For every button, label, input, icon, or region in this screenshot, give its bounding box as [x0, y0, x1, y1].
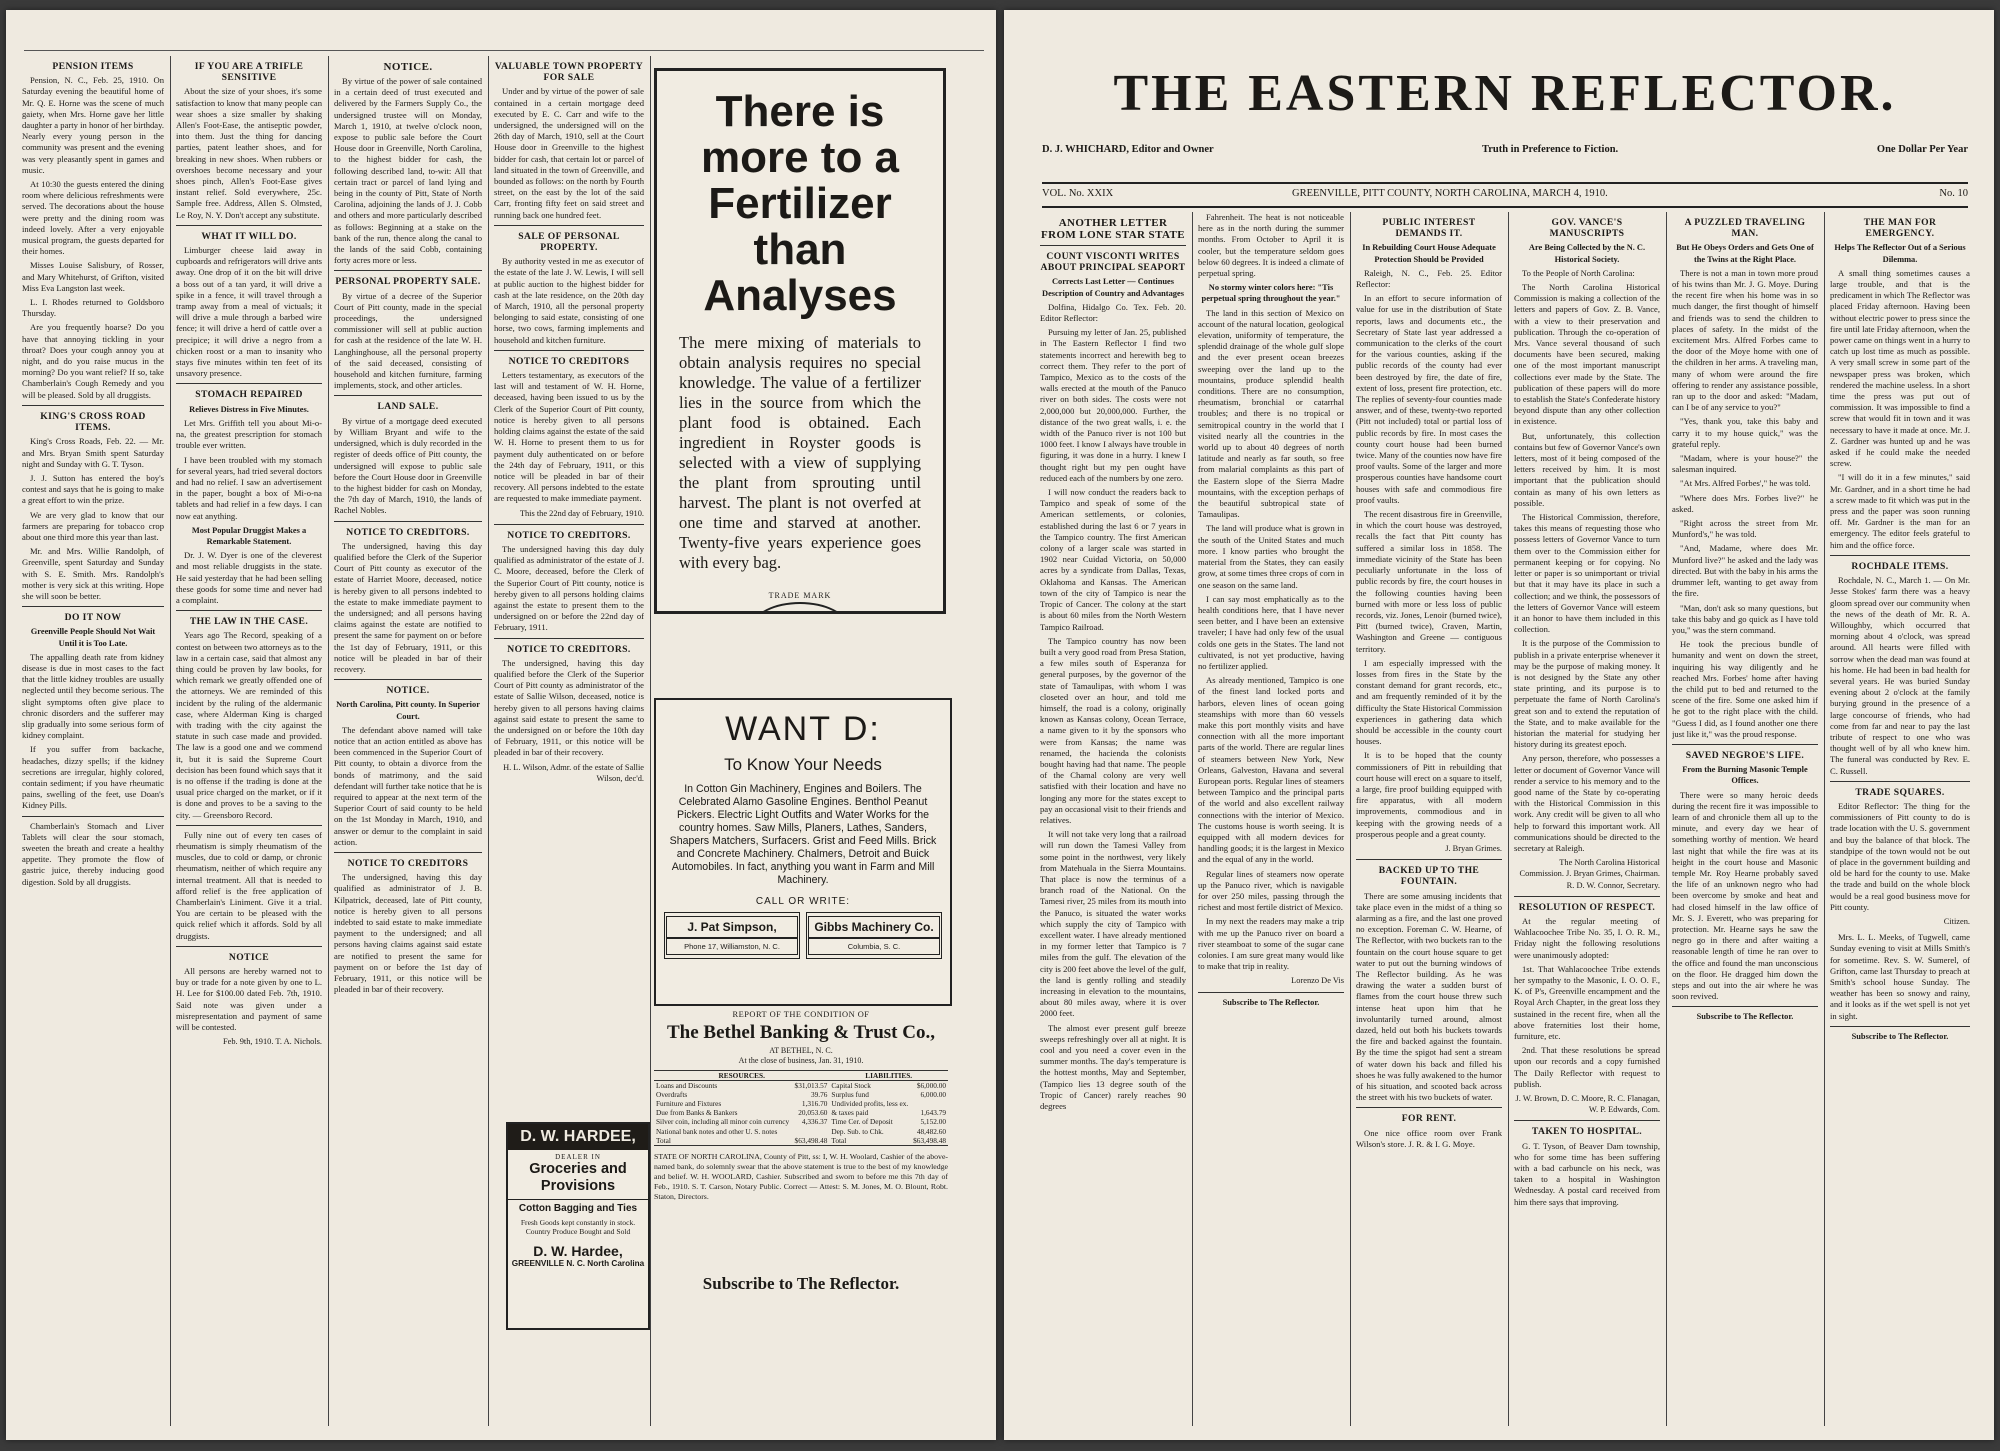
- article-text: The Tampico country has now been built a very good road from Presa Station, a few miles south of Esperanza for general purposes, by the governor of the state of Tamaulipas, with whom I was closeted over an hour, and told me himself, the road is a colony, originally known as Kansas colony, Ocean Terrace, a name given to it by the sponsors who were from Kansas; the name was renamed, the hacienda the colonists bought having had that name. The people of the Chamal colony are very well satisfied with their location and have no longing any more for the states except to pay an occasional visit to their friends and relatives.: [1040, 635, 1186, 825]
- article-text: One nice office room over Frank Wilson's store. J. R. & I. G. Moye.: [1356, 1127, 1502, 1149]
- column-vance-manuscripts: [1514, 212, 1660, 1426]
- column-rule: [1040, 245, 1186, 246]
- bank-amount: 4,336.37: [801, 1117, 828, 1127]
- article-text: "Right across the street from Mr. Munford's," he was told.: [1672, 518, 1818, 540]
- heading-rochdale-items: ROCHDALE ITEMS.: [1851, 560, 1949, 572]
- signature: Feb. 9th, 1910. T. A. Nichols.: [222, 1037, 322, 1047]
- article-text: Years ago The Record, speaking of a contest on between two attorneys as to the law in a certain case, said that almost any thing could be proven by law books, for which remark we greatly offended one of the attorneys. We are reminded of this incident by the ruling of the aldermanic case, where Alderman King is charged with trading with the city against the statute in such case made and provided. The law is a good one and we commend it, but it is said the Supreme Court decision has been found which says that it is no offense if the trading is done at the usual price charged on the market, or if it is done and proves to be a saving to the city. — Greensboro Record.: [176, 630, 322, 820]
- subheading: Relieves Distress in Five Minutes.: [189, 404, 309, 414]
- subheading: In Rebuilding Court House Adequate Protection Should be Provided: [1362, 243, 1496, 264]
- article-text: There were so many heroic deeds during the recent fire it was impossible to learn of and chronicle them all up to the minute, and every day we hear of something worthy of mention. We heard last night that while the fire was at its height in the court house and Masonic temple Mr. Roy Hearne probably saved the life of an unknown negro who had been overcome by smoke and heat and had closed himself in the law office of Mr. S. J. Everett, who was preparing for protection. Mr. Hearne says he saw the negro go in there and after waiting a reasonable length of time he ran over to the office and found the man unconscious on the floor. He dragged him down the steps and out into the air where he was soon revived.: [1672, 789, 1818, 1002]
- heading-for-rent: FOR RENT.: [1401, 1113, 1457, 1125]
- article-text: Limburger cheese laid away in cupboards and refrigerators will drive ants away. One drop of it on the bit will drive a boss out of a tan yard, it will drive a spike in a fence, it will travel through a tramp away from a meal of victuals; it will drive a mule through a barbed wire fence; it will drive a herd of cattle over a precipice; it will drive a negro from a chicken roost or a man to insanity who stays five minutes within ten feet of its unsavory presence.: [176, 245, 322, 379]
- bank-item: Time Cer. of Deposit: [831, 1117, 893, 1127]
- bank-item: Loans and Discounts: [656, 1081, 718, 1091]
- subheading: Most Popular Druggist Makes a Remarkable Statement.: [191, 525, 307, 546]
- column-divider: [170, 56, 171, 1426]
- article-text: Under and by virtue of the power of sale contained in a certain mortgage deed executed by E. C. Carr and wife to the undersigned, the undersigned will on the 26th day of March, 1910, sell at the Court House door in Greenville to the highest bidder for cash, that certain lot or parcel of land situated in the town of Greenville, and bounded as follows: on the north by Fourth street, on the east by the lot of the said Carr, fronting fifty feet on said street and running back one hundred feet.: [494, 86, 644, 220]
- issue-number: No. 10: [1939, 188, 1968, 199]
- column-divider: [1666, 212, 1667, 1426]
- article-text: By virtue of a decree of the Superior Court of Pitt county, made in the special proceedings, the undersigned commissioner will sell at public auction for cash at the residence of the late W. H. Langhinghouse, all the personal property of the said deceased, consisting of household and kitchen furniture, farming implements, stock, and other articles.: [334, 290, 482, 391]
- article-text: Pursuing my letter of Jan. 25, published in The Eastern Reflector I find two statements incorrect and herewith beg to correct them. They refer to the port of Tampico, Mexico as to the costs of the walls erected at the mouth of the Panuco river on both sides. The costs were not 2,000,000 but 20,000,000. Further, the distance of the two great walls, i. e. the width of the Panuco river is not 100 but 1000 feet. I know I always have trouble in figuring, it was done in a hurry. I knew I thought right but my pen ought have reduced each of the numbers by one zero.: [1040, 327, 1186, 483]
- subheading: Are Being Collected by the N. C. Historical Society.: [1528, 243, 1646, 264]
- heading-what-it-will-do: WHAT IT WILL DO.: [201, 230, 297, 242]
- bank-row: [654, 1081, 948, 1091]
- heading-notice: NOTICE.: [383, 61, 433, 73]
- article-text: To the People of North Carolina:: [1522, 267, 1635, 278]
- heading-sensitive: IF YOU ARE A TRIFLE SENSITIVE: [194, 61, 304, 84]
- column-rule: [1830, 1026, 1970, 1027]
- column-divider: [1350, 212, 1351, 1426]
- bank-report-label: REPORT OF THE CONDITION OF: [732, 1010, 870, 1019]
- hardee-goods: Groceries and Provisions: [529, 1161, 627, 1194]
- contact-boxes: [664, 912, 942, 959]
- bank-rows: [654, 1081, 948, 1146]
- contact-simpson: [664, 912, 800, 959]
- heading-kings-cross: KING'S CROSS ROAD ITEMS.: [40, 410, 146, 434]
- article-text: Are you frequently hoarse? Do you have that annoying tickling in your throat? Does your cough annoy you at night, and do you raise mucus in the morning? Do you want relief? If so, take Chamberlain's Cough Remedy and you will be pleased. Sold by all druggists.: [22, 322, 164, 400]
- heading-pension-items: PENSION ITEMS: [52, 61, 134, 72]
- bank-report: [654, 1010, 948, 1266]
- resources-header: RESOURCES.: [654, 1071, 829, 1081]
- heading-traveling-man: A PUZZLED TRAVELING MAN.: [1684, 217, 1806, 240]
- column-man-for-emergency: [1830, 212, 1970, 1426]
- column-lone-star: [1040, 212, 1186, 1426]
- article-text: The North Carolina Historical Commission is making a collection of the letters and papers of Gov. Z. B. Vance, with a view to their preservation and publication. Through the co-operation of Mrs. Vance several thousand of such documents have been secured, making one of the most important manuscript collections ever made by the State. The publication of these papers will do more to establish the State's Confederate history beyond dispute than any other collection in existence.: [1514, 282, 1660, 427]
- column-rule: [1672, 744, 1818, 745]
- heading-personal-property-sale: PERSONAL PROPERTY SALE.: [335, 276, 481, 288]
- heading-stomach-repaired: STOMACH REPAIRED: [195, 389, 303, 401]
- article-text: L. I. Rhodes returned to Goldsboro Thursday.: [22, 297, 164, 319]
- heading-notice-to-creditors: NOTICE TO CREDITORS: [347, 858, 469, 869]
- page-header-rule: [24, 26, 984, 51]
- subheading: Greenville People Should Not Wait Until it is Too Late.: [30, 627, 156, 648]
- column-legal-notices: [334, 56, 482, 1426]
- article-text: The land will produce what is grown in the south of the United States and much more. I know parties who brought the material from the States, they can easily grow, at some times three crops of corn in one season on the same land.: [1198, 523, 1344, 590]
- column-rule: [334, 270, 482, 271]
- editor-line: D. J. WHICHARD, Editor and Owner: [1042, 144, 1214, 155]
- motto: Truth in Preference to Fiction.: [1482, 144, 1619, 155]
- bank-item: Dep. Sub. to Chk.: [831, 1126, 884, 1136]
- article-text: By virtue of a mortgage deed executed by William Bryant and wife to the undersigned, which is duly recorded in the register of deeds office of Pitt county, the undersigned will expose to public sale before the Court House door in Greenville to the highest bidder for cash on Monday, the 7th day of March, 1910, the lands of Rachel Nobles.: [334, 415, 482, 516]
- article-text: By virtue of the power of sale contained in a certain deed of trust executed and delivered by the Farmers Supply Co., the undersigned trustee will on Monday, March 1, 1910, at twelve o'clock noon, expose to public sale before the Court House door in Greenville, North Carolina, to the highest bidder for cash, the following described land, to-wit: All that certain tract or parcel of land lying and being in the county of Pitt, State of North Carolina, adjoining the lands of J. J. Cobb and others and more particularly described as follows: Beginning at a stake on the bank of the run, thence along the canal to the lands of the said Cobb, containing forty acres more or less.: [334, 76, 482, 266]
- subheading: From the Burning Masonic Temple Offices.: [1682, 765, 1808, 786]
- bank-amount: 5,152.00: [920, 1117, 946, 1127]
- fertilizer-headline: There is more to a Fertilizer than Analyses: [700, 87, 900, 320]
- page-left: [6, 10, 996, 1440]
- bank-attestation: STATE OF NORTH CAROLINA, County of Pitt, ss: I, W. H. Woolard, Cashier of the above-named bank, do solemnly swear that the above statement is true to the best of my knowledge and belief. W. H. WOOLARD, Cashier. Subscribed and sworn to before me this 7th day of Feb., 1910. S. T. Carson, Notary Public. Correct — Attest: S. M. Jones, M. O. Blount, Robt. Staton, Directors.: [654, 1151, 948, 1201]
- fsr-logo: [752, 602, 848, 614]
- article-text: Rochdale, N. C., March 1. — On Mr. Jesse Stokes' farm there was a heavy gloom spread over our community when the news of the death of Mr. R. A. Willoughby, which occurred that morning about 4 o'clock, was spread around. All hearts were filled with sorrow when the dead man was found at his home. He had been in bad health for several years. He was buried Sunday evening about 2 o'clock at the family burying ground in the presence of a large concourse of friends, who had come from far and near to pay the last tribute of respect to one who was thought well of by all who knew him. The funeral was conducted by Rev. E. C. Russell.: [1830, 575, 1970, 776]
- column-rule: [1672, 1006, 1818, 1007]
- bank-amount: [792, 1127, 829, 1136]
- bank-amount: 6,000.00: [920, 1090, 946, 1100]
- article-text: Mrs. L. L. Meeks, of Tugwell, came Sunday evening to visit at Mills Smith's for sometime. Rev. S. W. Sumerel, of Grifton, came last Thursday to preach at Smith's school house Sunday. The weather has been so snowy and rainy, and it looks as if the wet spell is not yet in sight.: [1830, 932, 1970, 1021]
- bank-item: Capital Stock: [831, 1081, 871, 1091]
- contact-address: Columbia, S. C.: [808, 938, 940, 955]
- fertilizer-body: The mere mixing of materials to obtain analysis requires no special knowledge. The value of a fertilizer lies in the source from which the plant food is obtained. Each ingredient in Royster goods is selected with a view of supplying the plant from sprouting until harvest. The plant is not overfed at one time and starved at another. Twenty-five years experience goes with every bag.: [679, 333, 921, 572]
- subscribe-notice: Subscribe to The Reflector.: [1696, 1012, 1794, 1022]
- article-text: The Historical Commission, therefore, takes this means of requesting those who possess letters of Governor Vance to turn them over to the Commission either for permanent keeping or for copying. No letter or paper is so unimportant or trivial but that it may have its place in such a collection; and we think, the possessors of the letters of Governor Vance will esteem it an honor to have them included in this collection.: [1514, 512, 1660, 635]
- hardee-cotton: Cotton Bagging and Ties: [508, 1199, 648, 1214]
- article-text: A small thing sometimes causes a large trouble, and that is the predicament in which The Reflector was placed Friday afternoon. Having been without electric power to press since the fire until late Friday afternoon, when the power came on things went in a hurry to catch up lost time as much as possible. A very small screw in some part of the newspaper press was broken, which rendered the machine useless. In a short time the press was put out of commission. It was impossible to find a screw that would fit in town and it was necessary to have it made at once. Mr. J. Z. Gardner was hunted up and he was asked if he could make the needed screw.: [1830, 267, 1970, 469]
- liabilities-header: LIABILITIES.: [829, 1071, 948, 1081]
- signature: This the 22nd day of February, 1910.: [519, 508, 644, 518]
- column-divider: [1508, 212, 1509, 1426]
- subscribe-notice: Subscribe to The Reflector.: [1222, 997, 1320, 1007]
- bank-amount: $6,000.00: [916, 1081, 946, 1091]
- bank-item: Total: [656, 1135, 671, 1145]
- bank-amount: 20,053.60: [798, 1108, 828, 1118]
- article-text: "Madam, where is your house?" the salesman inquired.: [1672, 453, 1818, 475]
- column-public-interest: [1356, 212, 1502, 1426]
- article-text: I can say most emphatically as to the health conditions here, that I have never seen better, and I have been an extensive traveler; I have had only few of the usual colds one gets in the States. The land not cultivated, is not yet productive, having no fertilizer applied.: [1198, 593, 1344, 671]
- article-text: Fahrenheit. The heat is not noticeable here as in the north during the summer months. From October to April it is cooler, but the temperature seldom goes below 60 degrees. It is indeed a climate of perpetual spring.: [1198, 212, 1344, 279]
- article-text: All persons are hereby warned not to buy or trade for a note given by one to L. H. Lee for $100.00 dated Feb. 7th, 1910. Said note was given under a misrepresentation and payment of same will be contested.: [176, 966, 322, 1033]
- article-text: King's Cross Roads, Feb. 22. — Mr. and Mrs. Bryan Smith spent Saturday night and Sunday with G. T. Tyson.: [22, 436, 164, 469]
- dateline: GREENVILLE, PITT COUNTY, NORTH CAROLINA, MARCH 4, 1910.: [1292, 188, 1608, 199]
- article-text: The land in this section of Mexico on account of the natural location, geological elevation, uniformity of temperature, the splendid drainage of the whole gulf slope and the ever present ocean breezes sweeping over the land up to the mountains, produce splendid health conditions. There are no consumption, rheumatism, bronchial or catarrhal troubles; and there is no tropical or semitropical country in the world that I visited nearly all the countries in the world up to about 40 degrees of north latitude and nearly as far south, so free from malarial complaints as this part of the Eastern slope of the Sierra Madre mountains, with the exception perhaps of the beautiful subtropical state of Tamaulipas.: [1198, 307, 1344, 520]
- column-rule: [494, 350, 644, 351]
- signature: J. Bryan Grimes.: [1445, 843, 1502, 853]
- article-text: I am especially impressed with the losses from fires in the State by the constant demand for grant records, etc., and am frequently reminded of it by the difficulty the State Historical Commission experiences in gathering data which should be accessible in the county court houses.: [1356, 657, 1502, 747]
- subheading: But He Obeys Orders and Gets One of the Twins at the Right Place.: [1676, 243, 1814, 264]
- article-text: "At Mrs. Alfred Forbes'," he was told.: [1680, 478, 1811, 489]
- bank-amount: [911, 1099, 948, 1108]
- bank-item: Overdrafts: [656, 1090, 688, 1100]
- signature: J. W. Brown, D. C. Moore, R. C. Flanagan, W. P. Edwards, Com.: [1515, 1094, 1660, 1115]
- article-text: In an effort to secure information of value for use in the distribution of State reports, laws and documents etc., the Secretary of State last year addressed a communication to the clerks of the court for the various counties, asking if the public records of the county had ever been destroyed by fire, the date of fire, extent of loss, present fire protection, etc. The replies of seventy-four counties made answer, and of these, twenty-two reported (Pitt not included) total or partial loss of public records by fire. In most cases the county court house had been burned twice. Many of the counties now have fire proof vaults. Some of the larger and more prosperous counties have handsome court houses with safe and commodious fire proof vaults.: [1356, 293, 1502, 505]
- column-rule: [1356, 1107, 1502, 1108]
- article-text: Editor Reflector: The thing for the commissioners of Pitt county to do is trade location with the U. S. government and buy the balance of that block. The standpipe of the town would not be out of place in the government building and old be hard for the county to use. Make the trade and build on the whole block would be a real good business move for Pitt county.: [1830, 800, 1970, 912]
- bank-amount: 39.76: [810, 1090, 828, 1100]
- article-text: Dr. J. W. Dyer is one of the cleverest and most reliable druggists in the state. He said yesterday that he had been selling these goods for some time and never had a complaint.: [176, 550, 322, 605]
- bank-item: Silver coin, including all minor coin currency: [656, 1117, 790, 1127]
- heading-sale-personal-property: SALE OF PERSONAL PROPERTY.: [518, 230, 620, 254]
- article-text: "Where does Mrs. Forbes live?" he asked.: [1672, 492, 1818, 514]
- column-rule: [334, 395, 482, 396]
- trademark-logo: [740, 591, 860, 614]
- heading-land-sale: LAND SALE.: [377, 401, 439, 413]
- article-text: "I will do it in a few minutes," said Mr. Gardner, and in a short time he had a screw made to fit which was put in the press and the paper was soon running off. Mr. Gardner is the man for an emergency. The editor feels grateful to him and the office force.: [1830, 472, 1970, 550]
- subheading: No stormy winter colors here: "Tis perpetual spring throughout the year.": [1201, 283, 1341, 304]
- bank-statement-table: [654, 1070, 948, 1146]
- bank-row: [654, 1108, 948, 1117]
- article-text: But, unfortunately, this collection contains but few of Governor Vance's own letters, most of it being composed of the letters received by him. It is most important that the publication should contain as many of his own letters as possible.: [1514, 430, 1660, 508]
- article-text: There are some amusing incidents that take place even in the midst of a thing so alarming as a fire, and the last one proved no exception. Foreman C. W. Hearne, of The Reflector, with two buckets ran to the fountain on the court house square to get water to put out the burning windows of The Reflector building. As he was drawing the water a sudden burst of flames from the court house threw such intense heat upon him that he involuntarily turned around, almost dazed, held out both his buckets towards the fire and backed against the fountain. By the time the spigot had sent a stream of water down his back and filled his shoes he was fully awakened to the humor of his situation, and scooted back across the street with his two buckets of water.: [1356, 890, 1502, 1103]
- newspaper-title: THE EASTERN REFLECTOR.: [1113, 65, 1897, 122]
- article-text: I have been troubled with my stomach for several years, had tried several doctors and had no relief. I saw an advertisement in the paper, bought a box of Mi-o-na tablets and had relief in a few days. I can now eat anything.: [176, 454, 322, 521]
- hardee-city: GREENVILLE N. C. North Carolina: [511, 1258, 645, 1268]
- heading-trade-squares: TRADE SQUARES.: [1855, 786, 1945, 798]
- subscribe-notice: Subscribe to The Reflector.: [702, 1274, 900, 1293]
- bank-amount: 1,643.79: [920, 1108, 946, 1118]
- article-text: Fully nine out of every ten cases of rheumatism is simply rheumatism of the muscles, due to cold or damp, or chronic rheumatism, neither of which require any internal treatment. All that is needed to afford relief is the free application of Chamberlain's Liniment. Give it a trial. You are certain to be pleased with the quick relief which it affords. Sold by all druggists.: [176, 829, 322, 941]
- hardee-name-repeat: D. W. Hardee,: [533, 1242, 623, 1259]
- heading-do-it-now: DO IT NOW: [64, 612, 122, 624]
- article-text: 1st. That Wahlacoochee Tribe extends her sympathy to the Masonic, I. O. O. F., K. of P's, Greenville encampment and the Royal Arch Chapter, in the great loss they sustained in the recent fire, when all the above fraternities lost their home, furniture, etc.: [1514, 963, 1660, 1042]
- article-text: "Man, don't ask so many questions, but take this baby and go quick as I have told you," was the stern command.: [1672, 602, 1818, 635]
- heading-notice: NOTICE: [228, 951, 270, 963]
- heading-count-visconti: COUNT VISCONTI WRITES ABOUT PRINCIPAL SEAPORT: [1040, 251, 1186, 274]
- column-rule: [176, 946, 322, 947]
- signature: Citizen.: [1943, 916, 1970, 926]
- bank-name: The Bethel Banking & Trust Co.,: [667, 1022, 935, 1043]
- hardee-fresh: Fresh Goods kept constantly in stock. Country Produce Bought and Sold: [520, 1218, 636, 1237]
- subscribe-notice: Subscribe to The Reflector.: [1851, 1031, 1949, 1041]
- trademark-label: TRADE MARK: [768, 591, 832, 600]
- column-rule: [22, 816, 164, 817]
- bank-row: [654, 1090, 948, 1099]
- bank-item: & taxes paid: [831, 1108, 869, 1118]
- article-text: 2nd. That these resolutions be spread upon our records and a copy furnished The Daily Reflector with request to publish.: [1514, 1045, 1660, 1089]
- article-text: At the regular meeting of Wahlacoochee Tribe No. 35, I. O. R. M., Friday night the following resolutions were unanimously adopted:: [1514, 915, 1660, 960]
- article-text: We are very glad to know that our farmers are preparing for tobacco crop about one third more this year than last.: [22, 509, 164, 542]
- article-text: Dolfina, Hidalgo Co. Tex. Feb. 20. Editor Reflector:: [1040, 301, 1186, 324]
- column-divider: [1192, 212, 1193, 1426]
- column-rule: [334, 852, 482, 853]
- bank-row: [654, 1136, 948, 1146]
- article-text: "And, Madame, where does Mr. Munford live?" he asked and the lady was directed. But with the baby in his arms the drummer left, wanting to get away from the fire.: [1672, 543, 1818, 599]
- article-text: If you suffer from backache, headaches, dizzy spells; if the kidney secretions are irregular, highly colored, contain sediment; if you have rheumatic pains, swelling of the feet, use Doan's Kidney Pills.: [22, 744, 164, 811]
- article-text: "Yes, thank you, take this baby and carry it to my house quick," was the grateful reply.: [1672, 416, 1818, 449]
- heading-notice-to-creditors: NOTICE TO CREDITORS.: [507, 643, 631, 655]
- article-text: The undersigned having this day duly qualified as administrator of the estate of J. C. Moore, deceased, before the Clerk of the Superior Court of Pitt county, notice is hereby given to all persons holding claims against the estate to present them to the undersigned on or before the 22nd day of February, 1911.: [494, 543, 644, 633]
- article-text: At 10:30 the guests entered the dining room where delicious refreshments were served. The decorations about the house were pretty and the dining room was indeed lovely. After a very enjoyable musical program, the guests departed for their homes.: [22, 179, 164, 257]
- column-rule: [176, 383, 322, 384]
- bank-item: Due from Banks & Bankers: [656, 1108, 738, 1118]
- column-rule: [176, 225, 322, 226]
- article-text: It is the purpose of the Commission to publish in a private enterprise whenever it may be the purpose of making money. It is not designed by the State any other state printing, and its purpose is to perpetuate the fame of North Carolina's great son and to extend the reputation of the State, and to make available for the historian the material for studying her history during its greatest epoch.: [1514, 638, 1660, 750]
- article-text: G. T. Tyson, of Beaver Dam township, who for some time has been suffering with a bad carbuncle on his neck, was taken to a hospital in Washington Wednesday. A postal card received from him there says that improving.: [1514, 1140, 1660, 1207]
- bank-amount: 48,482.60: [916, 1126, 946, 1136]
- bank-item: Undivided profits, less ex.: [831, 1099, 909, 1109]
- article-text: J. J. Sutton has entered the boy's contest and says that he is going to make a great effort to win the prize.: [22, 472, 164, 506]
- column-rule: [1198, 992, 1344, 993]
- contact-name: Gibbs Machinery Co.: [808, 916, 940, 938]
- column-rule: [334, 679, 482, 680]
- article-text: About the size of your shoes, it's some satisfaction to know that many people can wear shoes a size smaller by shaking Allen's Foot-Ease, the antiseptic powder, into them. Just the thing for dancing parties, patent leather shoes, and for breaking in new shoes. When rubbers or overshoes become necessary and your shoes pinch, Allen's Foot-Ease gives instant relief. Sold everywhere, 25c. Sample free. Address, Allen S. Olmsted, Le Roy, N. Y. Don't accept any substitute.: [176, 86, 322, 220]
- article-text: The undersigned, having this day qualified as administrator of J. B. Kilpatrick, deceased, late of Pitt county, notice is hereby given to all persons indebted to said estate to make immediate payment to the undersigned; and all persons having claims against said estate are notified to present the same for payment on or before the 1st day of February, 1911, or this notice will be pleaded in bar of their recovery.: [334, 872, 482, 995]
- heading-notice-to-creditors: NOTICE TO CREDITORS.: [507, 529, 631, 541]
- bank-amount: $31,013.57: [794, 1081, 828, 1091]
- wanted-body: In Cotton Gin Machinery, Engines and Boilers. The Celebrated Alamo Gasoline Engines. Benthol Peanut Pickers. Electric Light Outfits and Water Works for the country homes. Saw Mills, Planers, Lathes, Sanders, Shapers Matchers, Surfacers. Grist and Feed Mills. Brick and Concrete Machinery. Chalmers, Detroit and Buick Automobiles. In fact, anything you want in Farm and Mill Machinery.: [669, 783, 937, 886]
- article-text: Pension, N. C., Feb. 25, 1910. On Saturday evening the beautiful home of Mr. Q. E. Horne was the scene of much gaiety, when Mrs. Horne gave her little daughter a party in honor of her birthday. Nearly every young person in the community was present and the evening was very pleasantly spent in games and music.: [22, 75, 164, 175]
- hardee-grocery-ad: [506, 1122, 650, 1330]
- heading-saved-negro: SAVED NEGROE'S LIFE.: [1685, 749, 1805, 761]
- heading-town-property: VALUABLE TOWN PROPERTY FOR SALE: [494, 61, 644, 84]
- column-divider: [650, 56, 651, 1426]
- article-text: It is to be hoped that the county commissioners of Pitt in rebuilding that court house will erect on a square to itself, a large, fire proof building equipped with fire apparatus, with all modern improvements, commodious and in keeping with the growing needs of a prosperous people and a great county.: [1356, 750, 1502, 839]
- article-text: The defendant above named will take notice that an action entitled as above has been commenced in the Superior Court of Pitt county, to obtain a divorce from the bonds of matrimony, and the said defendant will further take notice that he is required to appear at the next term of the Superior Court of said county to be held on the 1st Monday in March, 1910, and answer or demur to the complaint in said action.: [334, 724, 482, 847]
- column-rule: [494, 225, 644, 226]
- column-sensitive: [176, 56, 322, 1426]
- heading-backed-up: BACKED UP TO THE FOUNTAIN.: [1378, 865, 1480, 888]
- article-text: Letters testamentary, as executors of the last will and testament of W. H. Horne, deceased, having been issued to us by the Clerk of the Superior Court of Pitt county, notice is hereby given to all persons holding claims against the estate of the said W. H. Horne to present them to us for payment duly authenticated on or before the 24th day of February, 1911, or this notice will be pleaded in bar of their recovery. All persons indebted to the estate are requested to make immediate payment.: [494, 370, 644, 504]
- column-divider: [488, 56, 489, 1426]
- article-text: The almost ever present gulf breeze sweeps refreshingly over all at night. It is cool and you need a cover even in the summer months. The day's temperature is the hottest months, May and September, (Tampico lies 13 degree south of the Tropic of Cancer) rarely reaches 90 degrees: [1040, 1022, 1186, 1112]
- article-text: Misses Louise Salisbury, of Rosser, and Mary Whitehurst, of Grifton, visited Miss Eva Langston last week.: [22, 260, 164, 293]
- contact-gibbs: [806, 912, 942, 959]
- bank-location: AT BETHEL, N. C.: [769, 1046, 833, 1055]
- heading-notice: NOTICE.: [386, 685, 430, 697]
- hardee-name: D. W. HARDEE,: [508, 1124, 648, 1150]
- bank-amount: $63,498.48: [913, 1135, 946, 1145]
- dateline-bar: [1042, 182, 1968, 208]
- bank-row: [654, 1127, 948, 1136]
- bank-date: At the close of business, Jan. 31, 1910.: [738, 1056, 864, 1065]
- bank-amount: 1,316.70: [801, 1099, 828, 1109]
- article-text: In my next the readers may make a trip with me up the Panuco river on board a river steamboat to some of the sugar cane colonies. I am sure great many would like to make that trip in reality.: [1198, 916, 1344, 972]
- machinery-wanted-ad: [654, 698, 952, 1006]
- heading-public-interest: PUBLIC INTEREST DEMANDS IT.: [1382, 217, 1476, 240]
- column-rule: [1830, 555, 1970, 556]
- royster-fertilizer-ad: [654, 68, 946, 614]
- article-text: Let Mrs. Griffith tell you about Mi-o-na, the greatest prescription for stomach trouble ever written.: [176, 417, 322, 451]
- column-rule: [1830, 781, 1970, 782]
- column-rule: [176, 825, 322, 826]
- heading-resolution: RESOLUTION OF RESPECT.: [1518, 901, 1656, 913]
- subheading: Helps The Reflector Out of a Serious Dilemma.: [1834, 243, 1966, 264]
- article-text: There is not a man in town more proud of his twins than Mr. J. G. Moye. During the recent fire when his home was in so much danger, the first thought of himself and friends was to send the children to places of safety. In the midst of the excitement Mrs. Alfred Forbes came to the door of the Moye home with one of the children in her arms. A traveling man, many of whom were around the fire offering to render any assistance possible, ran up to the door and asked: "Madam, can I be of any service to you?": [1672, 267, 1818, 413]
- call-or-write: CALL OR WRITE:: [755, 896, 851, 907]
- subheading: Corrects Last Letter — Continues Description of Country and Advantages: [1042, 277, 1184, 298]
- column-rule: [22, 405, 164, 406]
- article-text: He took the precious bundle of humanity and went on down the street, inquiring his way diligently and he reached Mrs. Forbes' home after having the child put to bed and returned to the scene of the fire. Some one asked him if he got to the right place with the child. "Guess I did, as I found another one there just like it," was the proud response.: [1672, 639, 1818, 739]
- signature: Lorenzo De Vis: [1291, 976, 1344, 986]
- column-divider: [1824, 212, 1825, 1426]
- article-text: Regular lines of steamers now operate up the Panuco river, which is navigable for over 250 miles, passing through the richest and most fertile district of Mexico.: [1198, 868, 1344, 913]
- heading-lone-star: ANOTHER LETTER FROM LONE STAR STATE: [1041, 217, 1185, 241]
- column-traveling-man: [1672, 212, 1818, 1426]
- bank-item: Furniture and Fixtures: [656, 1099, 722, 1109]
- signature: H. L. Wilson, Admr. of the estate of Sallie Wilson, dec'd.: [503, 762, 644, 783]
- column-rule: [1514, 896, 1660, 897]
- column-divider: [328, 56, 329, 1426]
- article-text: The undersigned, having this day qualified before the Clerk of the Superior Court of Pitt county as executor of the estate of Harriet Moore, deceased, notice is hereby given to all persons indebted to the estate to make immediate payment to the undersigned; and all persons having claims against the estate are notified to present the same for payment on or before the 1st day of February, 1911, or this notice will be pleaded in bar of their recovery.: [334, 540, 482, 674]
- heading-notice-to-creditors: NOTICE TO CREDITORS: [508, 355, 630, 367]
- column-rule: [1356, 859, 1502, 860]
- subscription-price: One Dollar Per Year: [1876, 144, 1968, 155]
- article-text: I will now conduct the readers back to Tampico and speak of some of the American settlements, or colonies, established during the last 6 or 7 years in the Tampico country. The first American colony of a larger scale was started in 1902 near Cuidad Victoria, on 50,000 acres by a syndicate from Dallas, Texas, Oklahoma and Kansas. The American town of the city of Tampico is near the Tropic of Cancer. The colony at the start is about 60 miles from the North Western Tampico Railroad.: [1040, 487, 1186, 632]
- column-rule: [1514, 1120, 1660, 1121]
- column-pension-items: [22, 56, 164, 1426]
- bank-row: [654, 1117, 948, 1126]
- bank-row: [654, 1099, 948, 1108]
- article-text: By authority vested in me as executor of the estate of the late J. W. Lewis, I will sell at public auction to the highest bidder for cash at the late residence, on the 20th day of March, 1910, all the personal property belonging to said estate, consisting of one horse, two cows, farming implements and household and kitchen furniture.: [494, 256, 644, 345]
- wanted-subheadline: To Know Your Needs: [724, 755, 882, 774]
- column-rule: [176, 610, 322, 611]
- article-text: Any person, therefore, who possesses a letter or document of Governor Vance will render a service to his memory and to the good name of the State by co-operating with the Historical Commission in this work. Any credit will be given to all who help to forward this important work. All communications should be directed to the secretary at Raleigh.: [1514, 753, 1660, 853]
- volume-number: VOL. No. XXIX: [1042, 188, 1114, 199]
- article-text: Mr. and Mrs. Willie Randolph, of Greenville, spent Saturday and Sunday with S. E. Smith. Mrs. Randolph's mother is very sick at this writing. Hope she will soon be better.: [22, 546, 164, 601]
- contact-name: J. Pat Simpson,: [666, 916, 798, 938]
- subheading: North Carolina, Pitt county. In Superior Court.: [336, 700, 480, 721]
- heading-taken-to-hospital: TAKEN TO HOSPITAL.: [1531, 1126, 1643, 1138]
- bank-amount: $63,498.48: [794, 1135, 828, 1145]
- heading-law-in-case: THE LAW IN THE CASE.: [189, 616, 309, 628]
- heading-man-for-emergency: THE MAN FOR EMERGENCY.: [1863, 217, 1937, 240]
- hardee-dealer: DEALER IN: [555, 1153, 601, 1161]
- column-town-property: [494, 56, 644, 1110]
- column-rule: [22, 606, 164, 607]
- article-text: Chamberlain's Stomach and Liver Tablets will clear the sour stomach, sweeten the breath and create a healthy appetite. They promote the flow of gastric juice, thereby inducing good digestion. Sold by all druggists.: [22, 820, 164, 887]
- article-text: It will not take very long that a railroad will run down the Tamesi Valley from some point in the northwest, very likely from Matehuala in the Sierra Mountains. That place is now the terminus of a branch road of the National. On the Tamesi river, 25 miles from its mouth into the Panuco, is situated the water works which supply the city of Tampico with excellent water. I have already mentioned in my former letter that Tampico is 7 miles from the gulf. The elevation of the city is 200 feet above the level of the gulf, the land is gently rolling and steadily increasing in elevation to the mountains, about 80 miles away, where it is over 2000 feet.: [1040, 829, 1186, 1019]
- page-right: [1004, 10, 1994, 1440]
- heading-vance-manuscripts: GOV. VANCE'S MANUSCRIPTS: [1549, 217, 1625, 240]
- column-rule: [334, 521, 482, 522]
- article-text: As already mentioned, Tampico is one of the finest land locked ports and harbors, eleven lines of ocean going steamships with more than 60 vessels make this port monthly visits and have connection with all the more important parts of the world. There are regular lines of steamers between New York, New Orleans, Galveston, Havana and several European ports. Regular lines of steamers between Tampico and the principal parts of the world and also excellent railway connections with the interior of Mexico. The customs house is worth seeing. It is equipped with all modern devices for handling goods; it is the largest in Mexico and the equal of any in the world.: [1198, 675, 1344, 865]
- column-lone-star-cont: [1198, 212, 1344, 1426]
- article-text: The undersigned, having this day qualified before the Clerk of the Superior Court of Pitt county as administrator of the estate of Sallie Wilson, deceased, notice is hereby given to all persons having claims against said estate to present the same to the undersigned on or before the 10th day of February, 1911, or this notice will be pleaded in bar of their recovery.: [494, 657, 644, 758]
- wanted-headline: WANT D:: [725, 710, 881, 748]
- article-text: Raleigh, N. C., Feb. 25. Editor Reflector:: [1356, 267, 1502, 290]
- contact-address: Phone 17, Williamston, N. C.: [666, 938, 798, 955]
- heading-notice-to-creditors: NOTICE TO CREDITORS.: [346, 526, 470, 538]
- article-text: The recent disastrous fire in Greenville, in which the court house was destroyed, recalls the fact that Pitt county has suffered a similar loss in 1858. The immediate vicinity of the State has been peculiarly unfortunate in the loss of public records by fire, the court houses in the following counties having been burned with more or less loss of public records, viz. Jones, Lenoir (burned twice), Pitt (burned twice), Craven, Martin, Washington and Greene — contiguous territory.: [1356, 509, 1502, 654]
- bank-item: Surplus fund: [831, 1090, 869, 1100]
- column-rule: [494, 524, 644, 525]
- bank-item: Total: [831, 1135, 847, 1145]
- signature: The North Carolina Historical Commission. J. Bryan Grimes, Chairman. R. D. W. Connor, Secretary.: [1519, 858, 1660, 890]
- article-text: The appalling death rate from kidney disease is due in most cases to the fact that the little kidney troubles are usually neglected until they become serious. The slight symptoms often give place to chronic disorders and the sufferer may slip gradually into some serious form of kidney complaint.: [22, 651, 164, 741]
- bank-item: National bank notes and other U. S. notes: [656, 1126, 778, 1136]
- column-rule: [494, 638, 644, 639]
